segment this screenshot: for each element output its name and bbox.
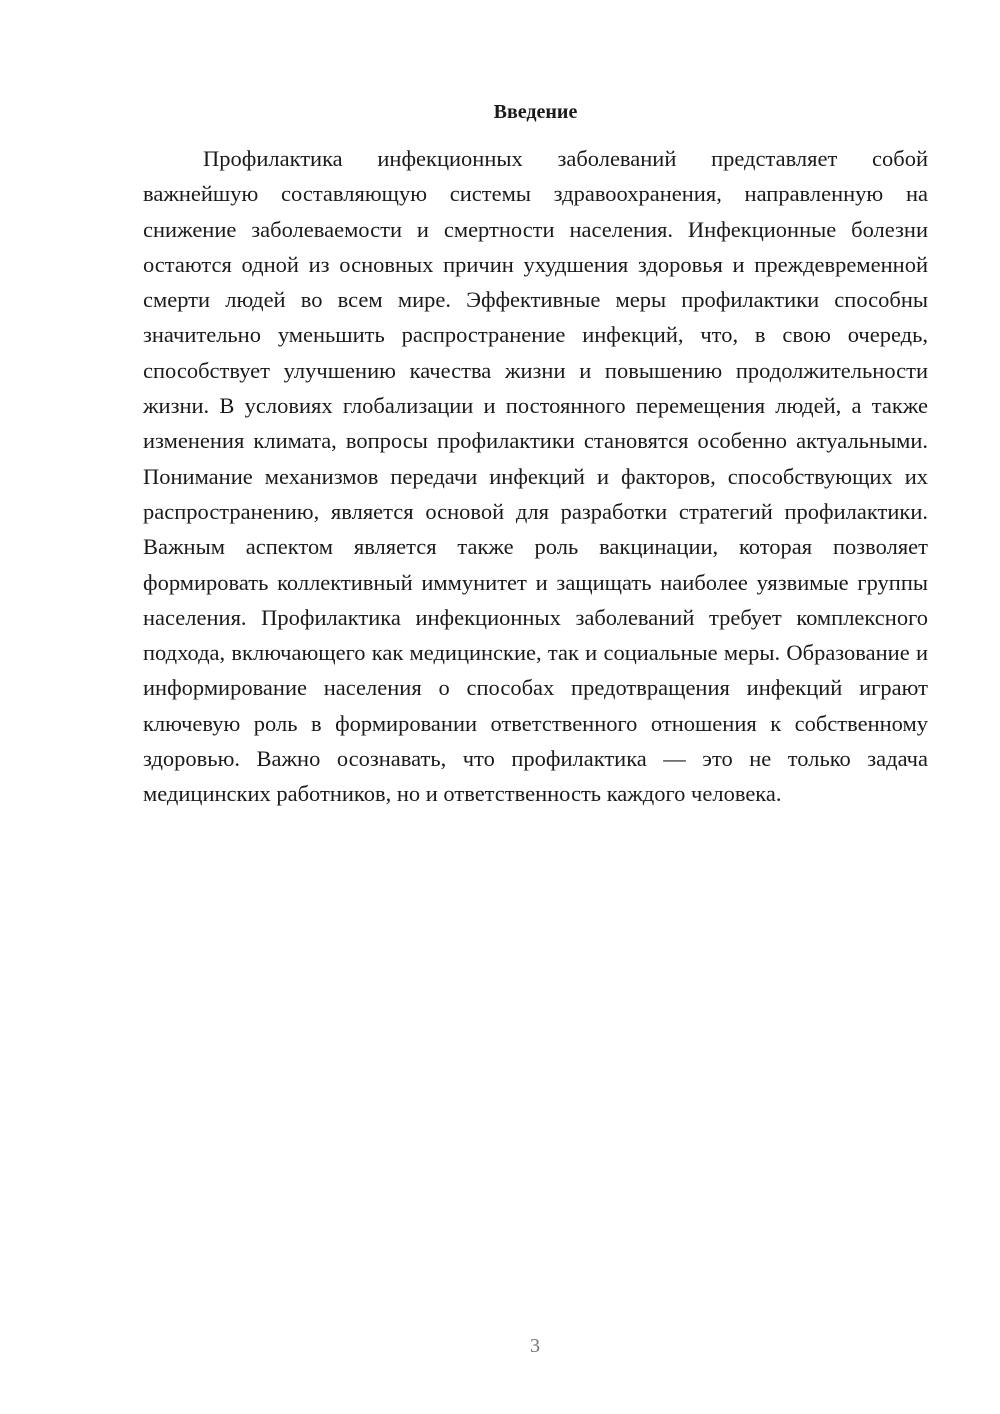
body-paragraph: Профилактика инфекционных заболеваний представляет собой важнейшую составляющую системы здравоохранения, направленную на снижение заболеваемости и смертности населения. Инфекционные болезни остаются одной из основных причин ухудшения здоровья и преждевременной смерти людей во всем мире. Эффективные меры профилактики способны значительно уменьшить распространение инфекций, что, в свою очередь, способствует улучшению качества жизни и повышению продолжительности жизни. В условиях глобализации и постоянного перемещения людей, а также изменения климата, вопросы профилактики становятся особенно актуальными. Понимание механизмов передачи инфекций и факторов, способствующих их распространению, является основой для разработки стратегий профилактики. Важным аспектом является также роль вакцинации, которая позволяет формировать коллективный иммунитет и защищать наиболее уязвимые группы населения. Профилактика инфекционных заболеваний требует комплексного подхода, включающего как медицинские, так и социальные меры. Образование и информирование населения о способах предотвращения инфекций играют ключевую роль в формировании ответственного отношения к собственному здоровью. Важно осознавать, что профилактика — это не только задача медицинских работников, но и ответственность каждого человека. [143, 146, 928, 807]
section-heading: Введение [493, 101, 578, 123]
page-number: 3 [530, 1335, 540, 1357]
